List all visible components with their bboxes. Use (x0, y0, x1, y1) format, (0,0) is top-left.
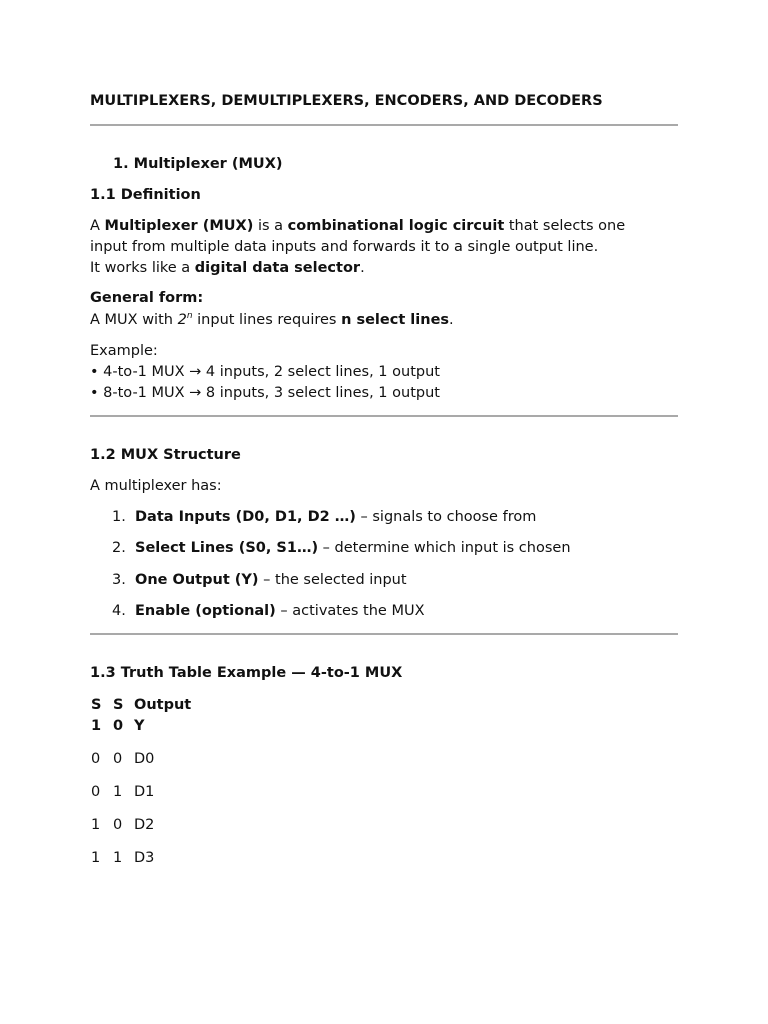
example-label: Example: (90, 343, 158, 359)
table-cell: D3 (134, 850, 155, 866)
list-item-description: – determine which input is chosen (318, 540, 571, 556)
definition-line-1 (90, 218, 625, 234)
section-number: 1. (113, 156, 129, 172)
list-number: 2. (112, 540, 126, 556)
text-run: . (449, 312, 454, 328)
exponent-power: n (186, 311, 193, 321)
table-cell: D0 (134, 751, 155, 767)
structure-intro: A multiplexer has: (90, 478, 222, 494)
list-number: 4. (112, 603, 126, 619)
divider (90, 415, 678, 417)
table-cell: 1 (91, 817, 101, 833)
definition-line-3 (90, 260, 365, 276)
list-item (135, 509, 536, 525)
list-item-term: Enable (optional) (135, 603, 276, 619)
general-form-line (90, 311, 454, 328)
table-cell: D2 (134, 817, 155, 833)
definition-line-2: input from multiple data inputs and forwards it to a single output line. (90, 239, 599, 255)
list-number: 1. (112, 509, 126, 525)
text-run: A MUX with (90, 312, 178, 328)
subsection-heading-1-2: 1.2 MUX Structure (90, 447, 241, 463)
list-item-description: – signals to choose from (355, 509, 537, 525)
text-run: It works like a (90, 260, 195, 276)
section-heading-1 (113, 156, 283, 172)
subsection-heading-1-1: 1.1 Definition (90, 187, 201, 203)
term-n-select-lines: n select lines (341, 312, 450, 328)
term-combinational-logic-circuit: combinational logic circuit (287, 218, 505, 234)
list-item-term: One Output (Y) (135, 572, 259, 588)
general-form-label: General form: (90, 290, 204, 306)
table-cell: 1 (113, 784, 123, 800)
text-run: A (90, 218, 105, 234)
table-cell: 0 (91, 784, 101, 800)
list-item (135, 540, 571, 556)
term-mux: Multiplexer (MUX) (104, 218, 254, 234)
divider (90, 124, 678, 126)
exponent-base: 2 (177, 312, 187, 328)
subsection-heading-1-3: 1.3 Truth Table Example — 4-to-1 MUX (90, 665, 403, 681)
list-item-description: – activates the MUX (275, 603, 425, 619)
table-header-s0: S (113, 697, 124, 713)
list-item-term: Data Inputs (D0, D1, D2 …) (135, 509, 356, 525)
text-run: is a (253, 218, 288, 234)
list-item: • 4-to-1 MUX → 4 inputs, 2 select lines, 1 output (90, 364, 440, 380)
table-cell: 1 (91, 850, 101, 866)
list-item (135, 603, 425, 619)
term-digital-data-selector: digital data selector (194, 260, 361, 276)
list-item (135, 572, 407, 588)
document-title: MULTIPLEXERS, DEMULTIPLEXERS, ENCODERS, AND DECODERS (90, 93, 603, 109)
table-header-s1: S (91, 697, 102, 713)
divider (90, 633, 678, 635)
text-run: input lines requires (192, 312, 342, 328)
table-header-output-y: Y (134, 718, 145, 734)
list-item-description: – the selected input (258, 572, 407, 588)
table-cell: 0 (113, 751, 123, 767)
table-header-s0-subscript: 0 (113, 718, 124, 734)
text-run: that selects one (504, 218, 626, 234)
text-run: . (360, 260, 365, 276)
table-cell: D1 (134, 784, 155, 800)
table-cell: 0 (91, 751, 101, 767)
list-number: 3. (112, 572, 126, 588)
table-cell: 0 (113, 817, 123, 833)
list-item-term: Select Lines (S0, S1…) (135, 540, 319, 556)
section-title: Multiplexer (MUX) (133, 156, 283, 172)
table-cell: 1 (113, 850, 123, 866)
list-item: • 8-to-1 MUX → 8 inputs, 3 select lines, 1 output (90, 385, 440, 401)
table-header-output: Output (134, 697, 192, 713)
table-header-s1-subscript: 1 (91, 718, 102, 734)
